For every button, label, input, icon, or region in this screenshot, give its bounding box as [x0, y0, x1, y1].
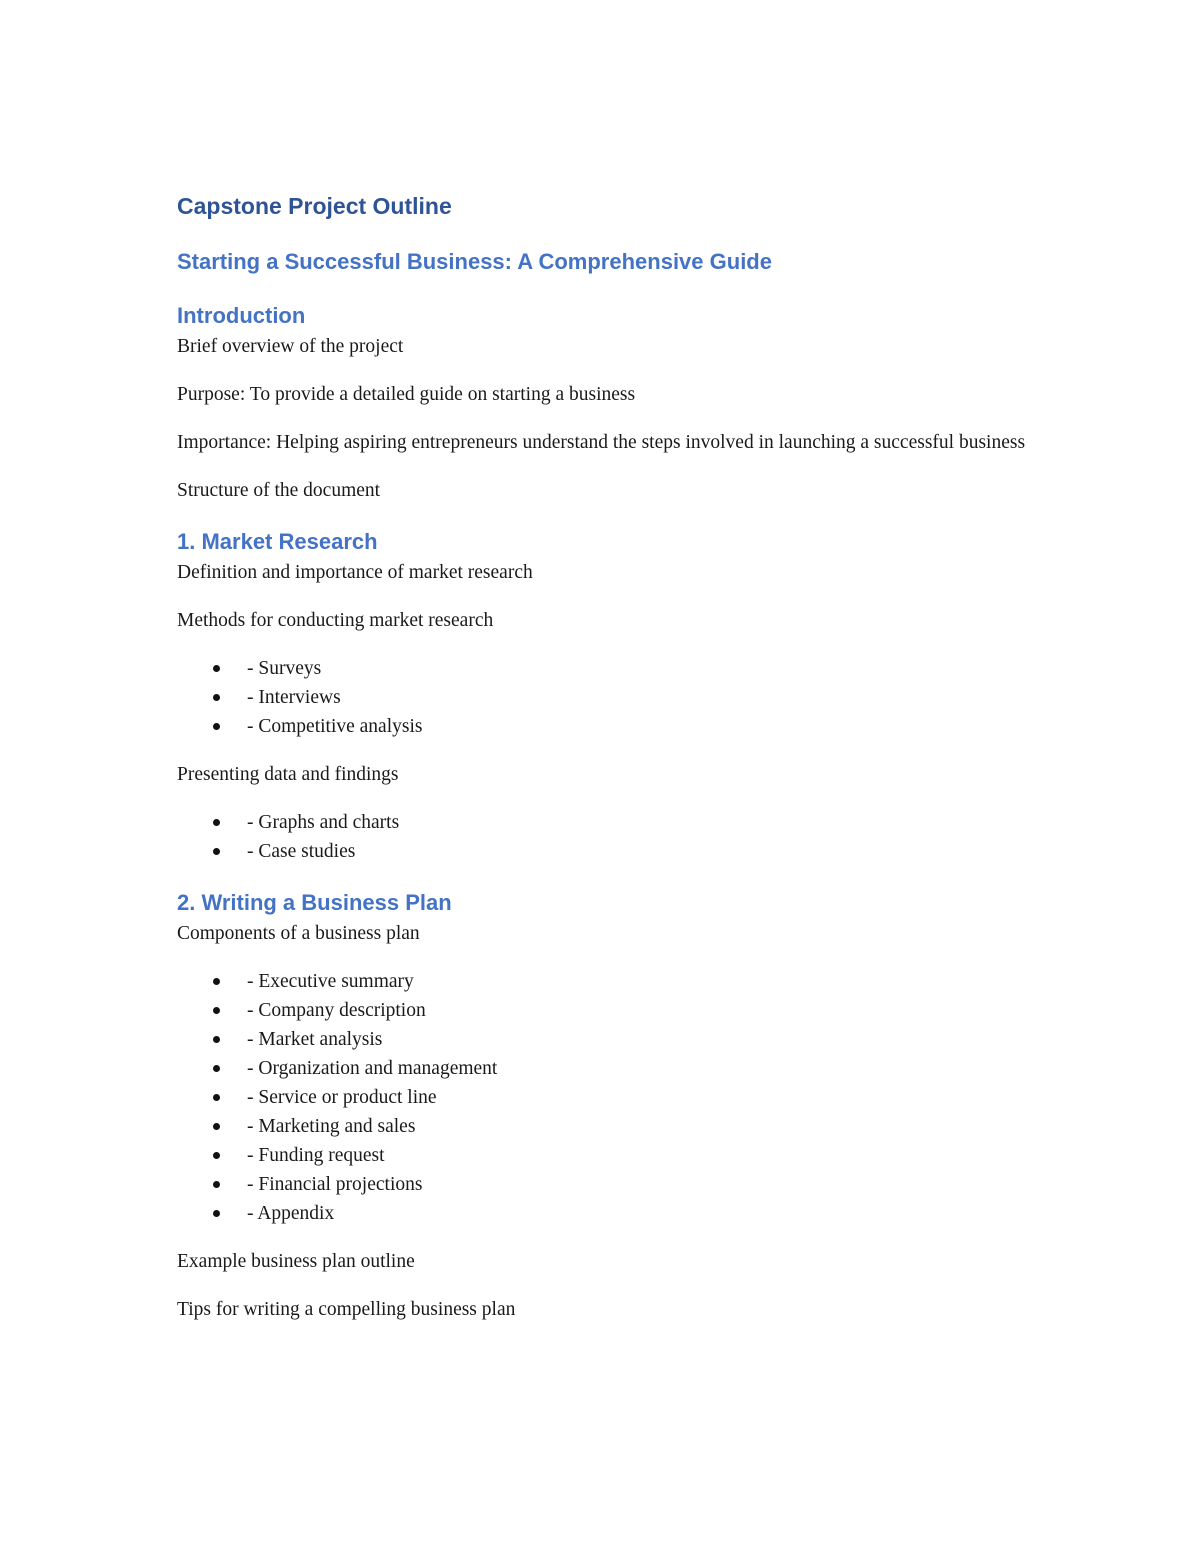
bullet-dot-icon [213, 819, 220, 826]
list-item [177, 996, 1037, 1025]
bullet-list [177, 808, 1037, 866]
bullet-list [177, 967, 1037, 1228]
bullet-dot-icon [213, 1181, 220, 1188]
list-item [177, 1054, 1037, 1083]
bullet-list [177, 654, 1037, 741]
list-item-text: - Funding request [247, 1145, 385, 1166]
paragraph: Example business plan outline [177, 1251, 415, 1272]
list-item [177, 1025, 1037, 1054]
list-item-text: - Interviews [247, 687, 341, 708]
bullet-dot-icon [213, 1065, 220, 1072]
list-item-text: - Service or product line [247, 1087, 437, 1108]
list-item-text: - Competitive analysis [247, 716, 423, 737]
list-item [177, 712, 1037, 741]
list-item-text: - Marketing and sales [247, 1116, 416, 1137]
sections-container [177, 298, 1037, 1324]
paragraph: Purpose: To provide a detailed guide on starting a business [177, 384, 636, 405]
list-item [177, 967, 1037, 996]
list-item-text: - Organization and management [247, 1058, 498, 1079]
bullet-dot-icon [213, 978, 220, 985]
bullet-dot-icon [213, 665, 220, 672]
list-item [177, 683, 1037, 712]
list-item [177, 1112, 1037, 1141]
list-item [177, 1199, 1037, 1228]
document-title: Capstone Project Outline [177, 193, 452, 219]
list-item-text: - Case studies [247, 841, 356, 862]
bullet-dot-icon [213, 1210, 220, 1217]
bullet-dot-icon [213, 1007, 220, 1014]
bullet-dot-icon [213, 723, 220, 730]
list-item [177, 1083, 1037, 1112]
paragraph: Importance: Helping aspiring entrepreneurs understand the steps involved in launching a successful business [177, 432, 1026, 453]
paragraph: Tips for writing a compelling business plan [177, 1299, 516, 1320]
list-item [177, 1141, 1037, 1170]
paragraph: Brief overview of the project [177, 336, 404, 357]
list-item-text: - Executive summary [247, 971, 414, 992]
paragraph: Definition and importance of market research [177, 562, 533, 583]
list-item-text: - Company description [247, 1000, 426, 1021]
paragraph: Structure of the document [177, 480, 381, 501]
section-heading: 1. Market Research [177, 529, 378, 554]
list-item-text: - Graphs and charts [247, 812, 400, 833]
bullet-dot-icon [213, 1123, 220, 1130]
section-heading: 2. Writing a Business Plan [177, 890, 452, 915]
paragraph: Presenting data and findings [177, 764, 399, 785]
bullet-dot-icon [213, 848, 220, 855]
document-subtitle: Starting a Successful Business: A Comprehensive Guide [177, 249, 772, 274]
list-item [177, 654, 1037, 683]
list-item-text: - Financial projections [247, 1174, 423, 1195]
list-item-text: - Surveys [247, 658, 322, 679]
list-item [177, 808, 1037, 837]
list-item [177, 1170, 1037, 1199]
bullet-dot-icon [213, 1152, 220, 1159]
bullet-dot-icon [213, 1094, 220, 1101]
section-heading: Introduction [177, 303, 306, 328]
list-item [177, 837, 1037, 866]
paragraph: Methods for conducting market research [177, 610, 494, 631]
list-item-text: - Appendix [247, 1203, 335, 1224]
bullet-dot-icon [213, 694, 220, 701]
bullet-dot-icon [213, 1036, 220, 1043]
document-body [177, 188, 1037, 1343]
paragraph: Components of a business plan [177, 923, 420, 944]
list-item-text: - Market analysis [247, 1029, 383, 1050]
